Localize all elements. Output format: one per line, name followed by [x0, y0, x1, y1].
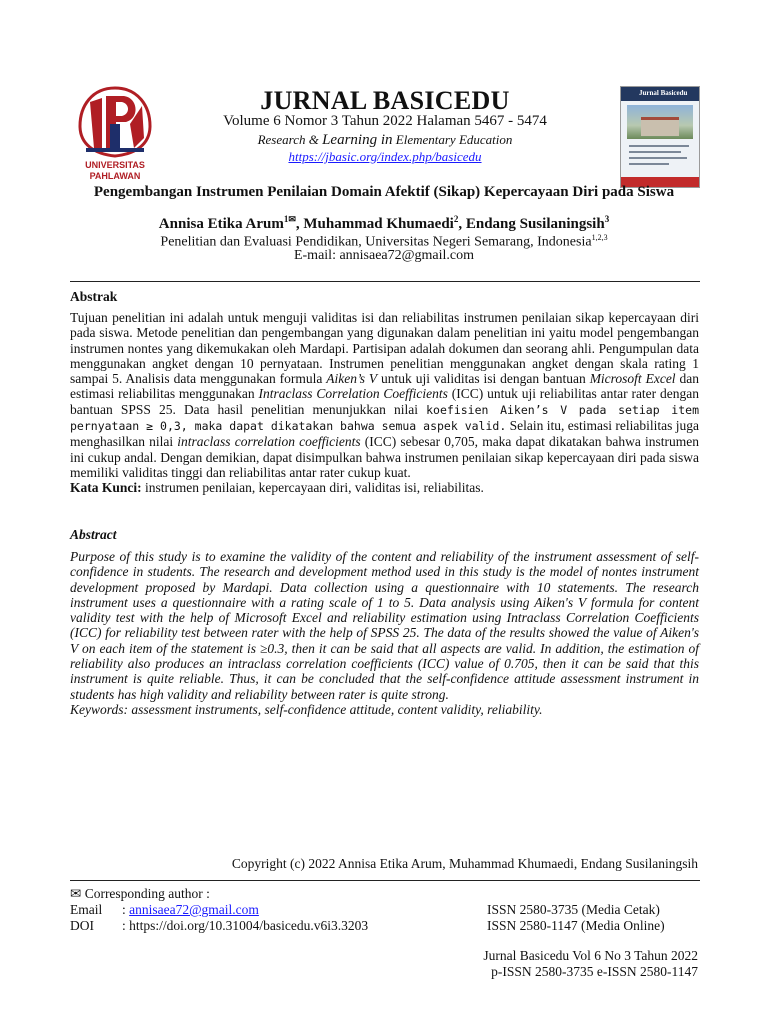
- abstrak-heading: Abstrak: [70, 289, 118, 304]
- abstrak-text-5: Selain itu, estimasi reliabilitas juga menghasilkan nilai: [70, 418, 699, 450]
- author-2: Muhammad Khumaedi: [303, 216, 454, 232]
- logo-text-1: UNIVERSITAS: [85, 160, 145, 170]
- logo-text-2: PAHLAWAN: [89, 171, 141, 181]
- envelope-icon: ✉: [70, 886, 82, 901]
- abstract-heading: Abstract: [70, 527, 117, 542]
- journal-reference: Jurnal Basicedu Vol 6 No 3 Tahun 2022: [483, 948, 698, 963]
- corresponding-author: [70, 886, 210, 902]
- abstract-text: Purpose of this study is to examine the validity of the content and reliability of the instrument assessment of self-confidence in students. The research and development method used in this study is the model of nontes instrument development proposed by Mardapi. Data collection using a questionnaire with 10 statements. The research instrument uses a questionnaire with a rating scale of 1 to 5. Data analysis using Aiken's V formula for content validity test with the help of Microsoft Excel and reliability estimation using Intraclass Correlation Coefficients (ICC) for reliability test between rater with the help of SPSS 25. The data of the results showed the value of Aiken's V on each item of the statement is ≥0.3, then it can be said that all aspects are valid. In addition, the estimation of reliability also produces an intraclass correlation coefficients (ICC) value of 0.705, then it can be said that this instrument is quite reliable. Thus, it can be concluded that the self-confidence attitude assessment instrument in students has high validity and reliability between rater is quite strong.: [70, 549, 699, 702]
- author-2-sup: 2: [453, 214, 459, 224]
- doi-label: DOI: [70, 918, 94, 933]
- abstrak-icc: Intraclass Correlation Coefficients: [258, 386, 448, 402]
- author-sep-1: ,: [295, 216, 304, 232]
- university-logo: [72, 84, 158, 184]
- tagline-post: Elementary Education: [392, 132, 513, 147]
- email-row: [122, 902, 259, 918]
- corresponding-label: Corresponding author :: [81, 886, 210, 901]
- article-title: Pengembangan Instrumen Penilaian Domain Afektif (Sikap) Kepercayaan Diri pada Siswa: [93, 184, 675, 200]
- abstrak-excel: Microsoft Excel: [589, 371, 676, 387]
- abstrak-icc-2: intraclass correlation coefficients: [177, 434, 361, 450]
- issn-online: ISSN 2580-1147 (Media Online): [487, 918, 665, 933]
- tagline-big: Learning in: [322, 132, 393, 148]
- abstrak-aiken: Aiken’s V: [326, 371, 378, 387]
- abstrak-text-2: untuk uji validitas isi dengan bantuan: [377, 371, 590, 387]
- author-1: Annisa Etika Arum: [158, 216, 284, 232]
- author-3-sup: 3: [604, 214, 610, 224]
- affiliation-text: Penelitian dan Evaluasi Pendidikan, Universitas Negeri Semarang, Indonesia: [160, 234, 592, 250]
- copyright: Copyright (c) 2022 Annisa Etika Arum, Muhammad Khumaedi, Endang Susilaningsih: [231, 856, 698, 871]
- abstrak-body: [70, 310, 699, 496]
- bottom-divider: [70, 880, 700, 881]
- top-divider: [70, 281, 700, 282]
- issn-print: ISSN 2580-3735 (Media Cetak): [487, 902, 660, 917]
- journal-url-link[interactable]: https://jbasic.org/index.php/basicedu: [288, 149, 482, 164]
- abstract-keywords: Keywords: assessment instruments, self-confidence attitude, content validity, reliability.: [70, 701, 543, 717]
- affiliation-sup: 1,2,3: [591, 233, 608, 242]
- mail-icon: ✉: [288, 214, 296, 224]
- kata-kunci-text: instrumen penilaian, kepercayaan diri, validitas isi, reliabilitas.: [141, 480, 484, 496]
- author-1-sup: 1: [283, 214, 289, 224]
- kata-kunci-label: Kata Kunci:: [70, 480, 142, 496]
- journal-cover-image: [620, 86, 700, 188]
- email-label: Email: [70, 902, 103, 917]
- tagline: [160, 132, 610, 149]
- abstrak-text-6: (ICC) sebesar 0,705, maka dapat dikatakan bahwa instrumen ini cukup andal. Dengan demikian, dapat disimpulkan bahwa instrumen penilaian sikap kepercayaan diri pada siswa memiliki validitas tinggi dan reliabilitas antar rater cukup kuat.: [70, 434, 699, 480]
- abstrak-text-1: Tujuan penelitian ini adalah untuk menguji validitas isi dan reliabilitas instrumen penilaian sikap kepercayaan diri pada siswa. Metode penelitian dan pengembangan yang digunakan dalam penelitian ini yaitu model pengembangan instrumen nontes yang dikemukakan oleh Mardapi. Partisipan adalah dokumen dan seorang ahli. Pengumpulan data menggunakan angket dengan 10 pernyataan. Instrumen penelitian menggunakan angket dengan skala rating 1 sampai 5. Analisis data menggunakan formula: [70, 310, 699, 387]
- abstrak-mono-text: koefisien Aiken’s V pada setiap item pernyataan ≥ 0,3, maka dapat dikatakan bahwa semua aspek valid.: [70, 402, 699, 434]
- abstrak-text-3: dan estimasi reliabilitas menggunakan: [70, 371, 699, 402]
- journal-title: JURNAL BASICEDU: [260, 86, 510, 115]
- author-sep-2: ,: [458, 216, 466, 232]
- volume-line: Volume 6 Nomor 3 Tahun 2022 Halaman 5467 - 5474: [223, 113, 547, 129]
- email-link[interactable]: annisaea72@gmail.com: [129, 902, 259, 917]
- cover-title: Jurnal Basicedu: [639, 89, 688, 97]
- abstrak-text-4: (ICC) untuk uji reliabilitas antar rater dengan bantuan SPSS 25. Data hasil penelitian menunjukkan nilai: [70, 386, 699, 417]
- doi-value[interactable]: : https://doi.org/10.31004/basicedu.v6i3.3203: [122, 918, 369, 933]
- author-3: Endang Susilaningsih: [465, 216, 605, 232]
- abstract-body: [70, 549, 699, 717]
- issn-line: p-ISSN 2580-3735 e-ISSN 2580-1147: [491, 964, 698, 979]
- email-colon: :: [122, 902, 130, 917]
- author-list: [60, 214, 708, 233]
- author-email: E-mail: annisaea72@gmail.com: [293, 248, 475, 263]
- tagline-pre: Research &: [257, 132, 323, 147]
